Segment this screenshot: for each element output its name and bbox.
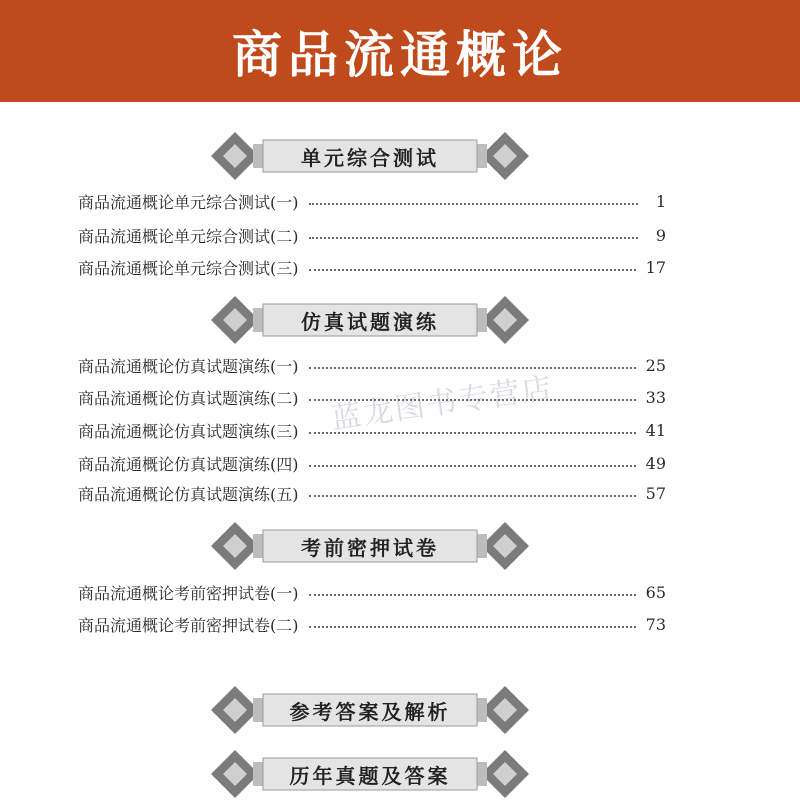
section-header-unit-tests: [205, 128, 535, 184]
dot-leader: [309, 594, 636, 596]
toc-entry-title: 商品流通概论考前密押试卷(一): [78, 583, 299, 603]
dot-leader: [309, 495, 636, 497]
toc-entry-page: 33: [645, 387, 666, 407]
toc-entry-title: 商品流通概论单元综合测试(三): [78, 258, 299, 278]
section-header-past-exams: [205, 746, 535, 802]
toc-entry-title: 商品流通概论仿真试题演练(三): [78, 421, 299, 441]
toc-entry-page: 17: [645, 257, 666, 277]
toc-entry-title: 商品流通概论仿真试题演练(四): [78, 454, 299, 474]
toc-entry-title: 商品流通概论仿真试题演练(五): [78, 484, 299, 504]
dot-leader: [309, 465, 636, 467]
section-title: 仿真试题演练: [301, 309, 439, 334]
dot-leader: [309, 203, 639, 205]
toc-entry[interactable]: [78, 580, 666, 604]
section-title: 历年真题及答案: [289, 763, 451, 788]
toc-entry-title: 商品流通概论单元综合测试(一): [78, 192, 299, 212]
dot-leader: [309, 237, 639, 239]
section-header-final-papers: [205, 518, 535, 574]
page-title: 商品流通概论: [232, 26, 568, 84]
dot-leader: [309, 367, 636, 369]
toc-entry-page: 65: [645, 582, 666, 602]
toc-entry-page: 57: [645, 483, 666, 503]
toc-entry-page: 1: [655, 191, 666, 211]
toc-entry-title: 商品流通概论单元综合测试(二): [78, 226, 299, 246]
toc-entry[interactable]: [78, 255, 666, 279]
title-banner: [0, 0, 800, 102]
toc-entry-title: 商品流通概论仿真试题演练(一): [78, 356, 299, 376]
toc-entry[interactable]: [78, 481, 666, 505]
toc-entry-page: 9: [655, 225, 666, 245]
section-title: 考前密押试卷: [301, 535, 439, 560]
section-header-mock-exams: [205, 292, 535, 348]
toc-entry-page: 41: [645, 420, 666, 440]
dot-leader: [309, 269, 636, 271]
toc-entry[interactable]: [78, 353, 666, 377]
toc-entry-page: 25: [645, 355, 666, 375]
section-title: 单元综合测试: [301, 145, 439, 170]
toc-entry[interactable]: [78, 612, 666, 636]
toc-entry-page: 49: [645, 453, 666, 473]
section-header-answers: [205, 682, 535, 738]
toc-entry[interactable]: [78, 451, 666, 475]
toc-entry-page: 73: [645, 614, 666, 634]
dot-leader: [309, 626, 636, 628]
section-title: 参考答案及解析: [289, 699, 451, 724]
toc-entry-title: 商品流通概论考前密押试卷(二): [78, 615, 299, 635]
toc-entry-title: 商品流通概论仿真试题演练(二): [78, 388, 299, 408]
store-watermark: 蓝龙图书专营店: [329, 370, 556, 437]
toc-entry[interactable]: [78, 189, 666, 213]
toc-entry[interactable]: [78, 223, 666, 247]
